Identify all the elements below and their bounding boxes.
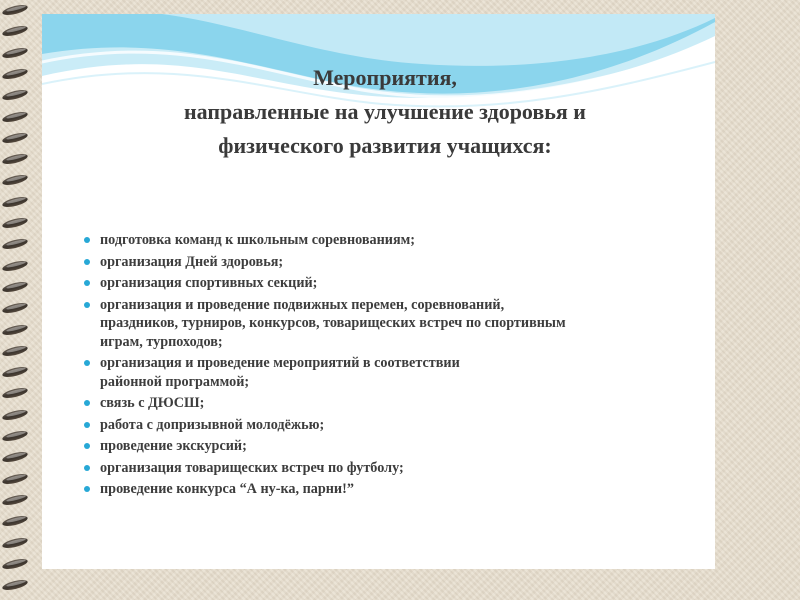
bullet-dot-icon bbox=[84, 443, 90, 449]
binding-ring-icon bbox=[2, 432, 32, 442]
bullet-dot-icon bbox=[84, 237, 90, 243]
list-item-text: играм, турпоходов; bbox=[100, 333, 223, 350]
binding-ring-icon bbox=[2, 389, 32, 399]
binding-ring-icon bbox=[2, 368, 32, 378]
list-item bbox=[82, 480, 712, 499]
binding-ring-icon bbox=[2, 581, 32, 591]
binding-ring-icon bbox=[2, 560, 32, 570]
list-item-text: проведение конкурса “А ну-ка, парни!” bbox=[100, 481, 354, 497]
list-item bbox=[82, 354, 712, 391]
bullet-dot-icon bbox=[84, 400, 90, 406]
list-item-text: проведение экскурсий; bbox=[100, 438, 247, 454]
binding-ring-icon bbox=[2, 453, 32, 463]
list-item-text: организация Дней здоровья; bbox=[100, 253, 284, 270]
binding-ring-icon bbox=[2, 326, 32, 336]
binding-ring-icon bbox=[2, 155, 32, 165]
list-item bbox=[82, 253, 712, 272]
bullet-dot-icon bbox=[84, 465, 90, 471]
list-item bbox=[82, 416, 712, 435]
list-item-text: подготовка команд к школьным соревнованиям; bbox=[100, 232, 416, 248]
bullet-dot-icon bbox=[84, 302, 90, 308]
binding-ring-icon bbox=[2, 496, 32, 506]
list-item-text: организация и проведение мероприятий в соответствии bbox=[100, 355, 460, 371]
binding-ring-icon bbox=[2, 49, 32, 59]
binding-ring-icon bbox=[2, 262, 32, 272]
binding-ring-icon bbox=[2, 283, 32, 293]
list-item bbox=[82, 394, 712, 413]
spiral-binding bbox=[0, 0, 40, 600]
binding-ring-icon bbox=[2, 27, 32, 37]
bullet-list bbox=[82, 231, 712, 502]
binding-ring-icon bbox=[2, 517, 32, 527]
binding-ring-icon bbox=[2, 176, 32, 186]
bullet-dot-icon bbox=[84, 280, 90, 286]
binding-ring-icon bbox=[2, 198, 32, 208]
bullet-dot-icon bbox=[84, 360, 90, 366]
slide-title bbox=[100, 61, 670, 163]
list-item-text: организация спортивных секций; bbox=[100, 275, 318, 291]
binding-ring-icon bbox=[2, 539, 32, 549]
list-item bbox=[82, 296, 712, 352]
list-item-text: праздников, турниров, конкурсов, товарищеских встреч по спортивным bbox=[100, 315, 566, 331]
binding-ring-icon bbox=[2, 475, 32, 485]
title-line: физического развития учащихся: bbox=[218, 133, 552, 158]
list-item bbox=[82, 459, 712, 478]
binding-ring-icon bbox=[2, 91, 32, 101]
title-line: направленные на улучшение здоровья и bbox=[184, 99, 586, 124]
binding-ring-icon bbox=[2, 113, 32, 123]
bullet-dot-icon bbox=[84, 486, 90, 492]
list-item bbox=[82, 274, 712, 293]
binding-ring-icon bbox=[2, 219, 32, 229]
binding-ring-icon bbox=[2, 70, 32, 80]
bullet-dot-icon bbox=[84, 422, 90, 428]
binding-ring-icon bbox=[2, 411, 32, 421]
binding-ring-icon bbox=[2, 134, 32, 144]
list-item-text: связь с ДЮСШ; bbox=[100, 395, 205, 411]
binding-ring-icon bbox=[2, 6, 32, 16]
list-item-text: районной программой; bbox=[100, 373, 250, 390]
list-item-text: работа с допризывной молодёжью; bbox=[100, 416, 325, 433]
binding-ring-icon bbox=[2, 304, 32, 314]
title-line: Мероприятия, bbox=[313, 65, 457, 90]
binding-ring-icon bbox=[2, 240, 32, 250]
binding-ring-icon bbox=[2, 347, 32, 357]
list-item bbox=[82, 231, 712, 250]
list-item-text: организация товарищеских встреч по футболу; bbox=[100, 459, 404, 476]
list-item bbox=[82, 437, 712, 456]
list-item-text: организация и проведение подвижных перемен, соревнований, bbox=[100, 296, 505, 313]
bullet-dot-icon bbox=[84, 259, 90, 265]
